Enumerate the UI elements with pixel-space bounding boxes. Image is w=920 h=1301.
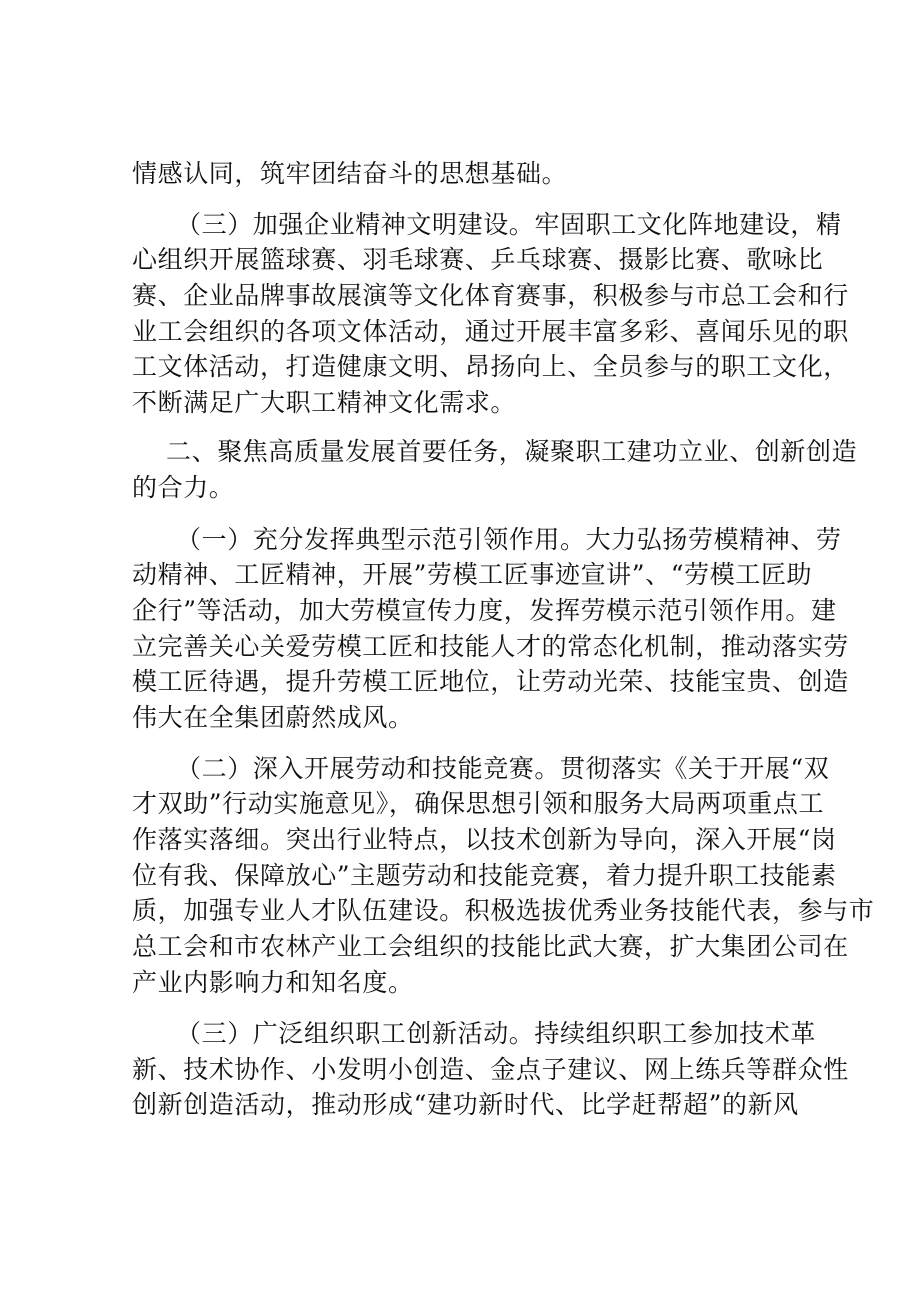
paragraph-4-line-3: 企行”等活动，加大劳模宣传力度，发挥劳模示范引领作用。建 [132,596,837,625]
paragraph-2-line-3: 赛、企业品牌事故展演等文化体育赛事，积极参与市总工会和行 [132,281,849,310]
paragraph-5-line-6: 总工会和市农林产业工会组织的技能比武大赛，扩大集团公司在 [132,932,849,961]
paragraph-1-line-1: 情感认同，筑牢团结奋斗的思想基础。 [132,159,568,188]
paragraph-6-line-3: 创新创造活动，推动形成“建功新时代、比学赶帮超”的新风 [132,1090,799,1119]
paragraph-4-line-5: 模工匠待遇，提升劳模工匠地位，让劳动光荣、技能宝贵、创造 [132,667,849,696]
paragraph-4-line-1: （一）充分发挥典型示范引领作用。大力弘扬劳模精神、劳 [176,525,842,554]
paragraph-5-line-1: （二）深入开展劳动和技能竞赛。贯彻落实《关于开展“双 [176,754,830,783]
section-heading-line-2: 的合力。 [132,473,235,502]
paragraph-4-line-6: 伟大在全集团蔚然成风。 [132,703,414,732]
paragraph-4-line-4: 立完善关心关爱劳模工匠和技能人才的常态化机制，推动落实劳 [132,632,849,661]
paragraph-5-line-7: 产业内影响力和知名度。 [132,968,414,997]
paragraph-2-line-4: 业工会组织的各项文体活动，通过开展丰富多彩、喜闻乐见的职 [132,317,849,346]
paragraph-5-line-3: 作落实落细。突出行业特点，以技术创新为导向，深入开展“岗 [132,825,837,854]
paragraph-2-line-5: 工文体活动，打造健康文明、昂扬向上、全员参与的职工文化， [132,352,849,381]
paragraph-2-line-1: （三）加强企业精神文明建设。牢固职工文化阵地建设，精 [176,210,842,239]
paragraph-5-line-5: 质，加强专业人才队伍建设。积极选拔优秀业务技能代表，参与市 [132,896,875,925]
paragraph-5-line-2: 才双助”行动实施意见》，确保思想引领和服务大局两项重点工 [132,789,825,818]
paragraph-4-line-2: 动精神、工匠精神，开展”劳模工匠事迹宣讲”、“劳模工匠助 [132,560,813,589]
paragraph-6-line-1: （三）广泛组织职工创新活动。持续组织职工参加技术革 [176,1019,817,1048]
section-heading-line-1: 二、聚焦高质量发展首要任务，凝聚职工建功立业、创新创造 [166,437,858,466]
paragraph-5-line-4: 位有我、保障放心”主题劳动和技能竞赛，着力提升职工技能素 [132,861,837,890]
paragraph-6-line-2: 新、技术协作、小发明小创造、金点子建议、网上练兵等群众性 [132,1055,849,1084]
paragraph-2-line-2: 心组织开展篮球赛、羽毛球赛、乒乓球赛、摄影比赛、歌咏比 [132,245,824,274]
paragraph-2-line-6: 不断满足广大职工精神文化需求。 [132,388,517,417]
